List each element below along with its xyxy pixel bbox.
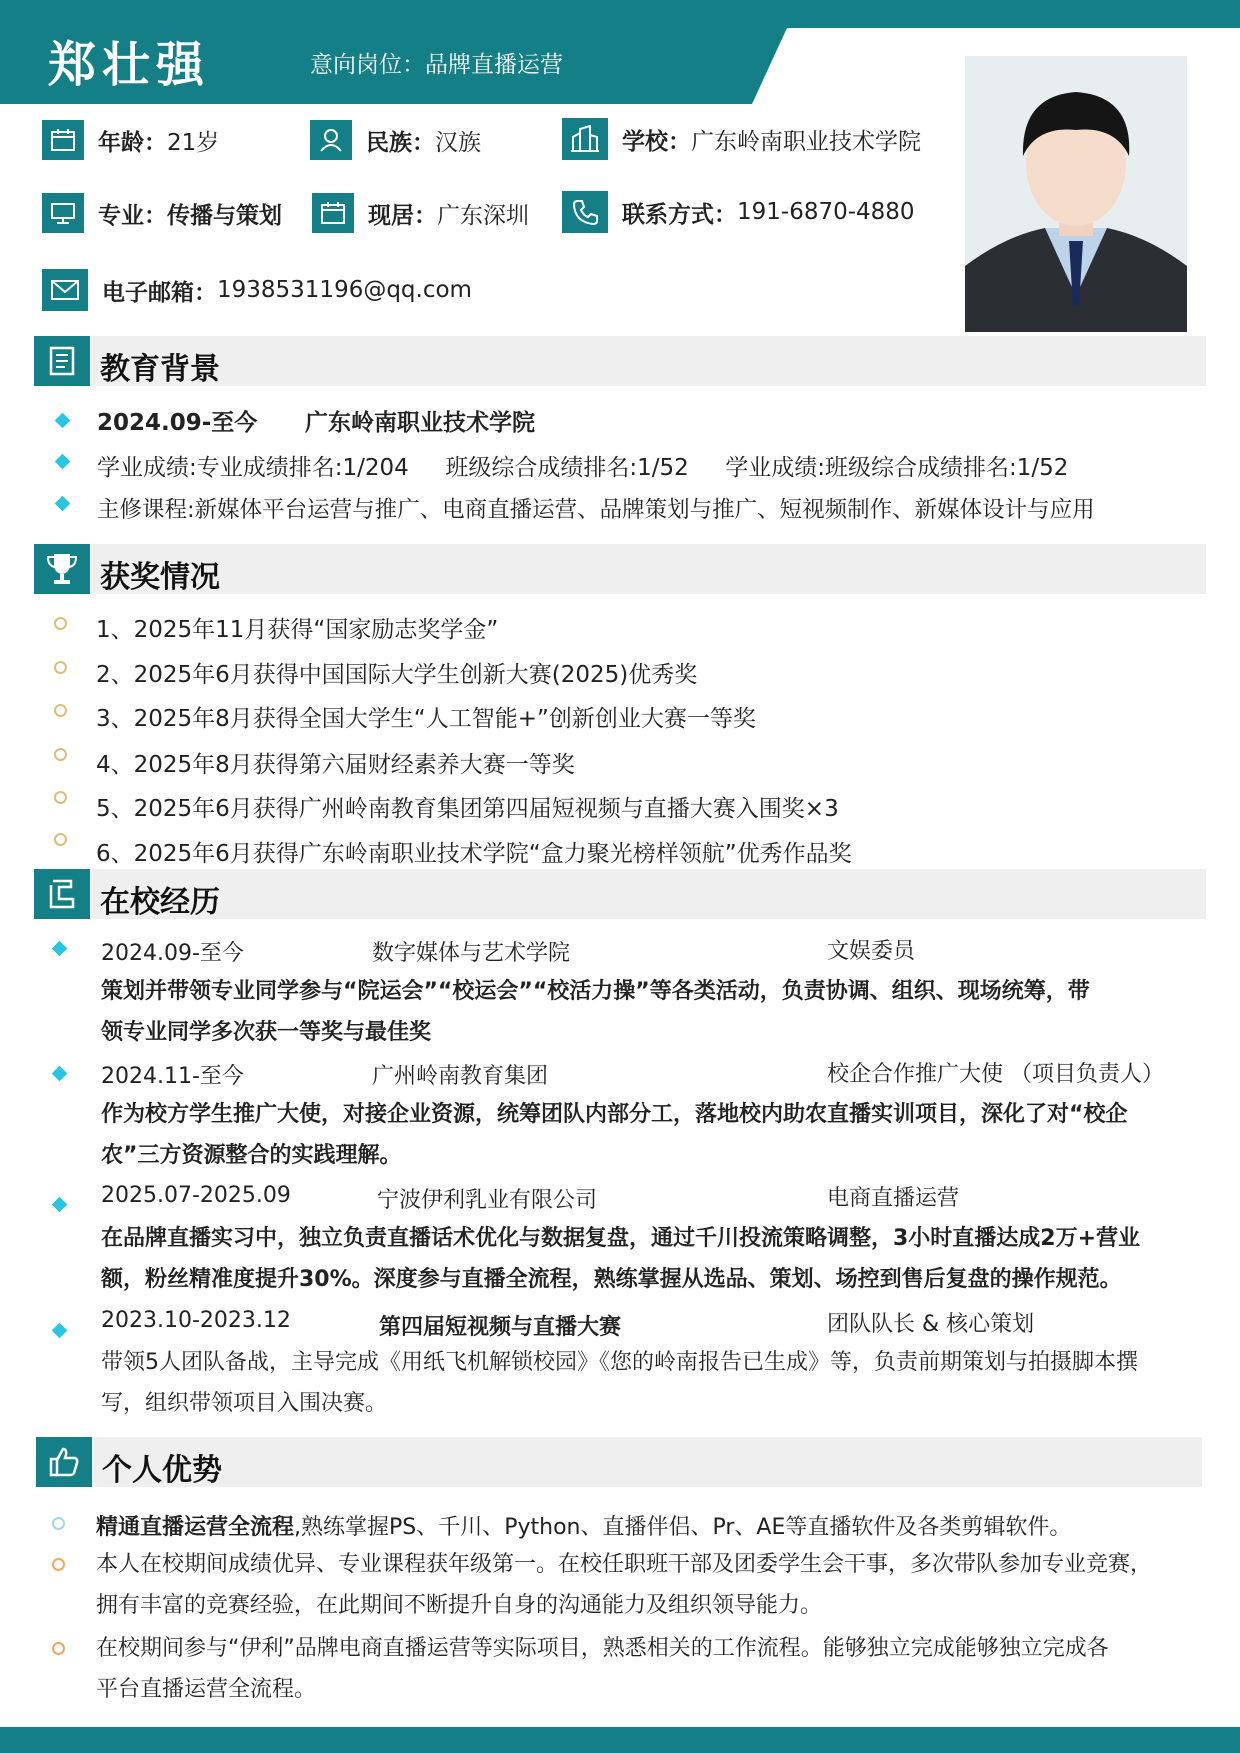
bullet-diamond-icon	[52, 941, 68, 957]
award-item: 2、2025年6月获得中国国际大学生创新大赛(2025)优秀奖	[96, 662, 698, 688]
campus-desc	[101, 1094, 1201, 1176]
info-ethnicity-value: 汉族	[435, 129, 481, 156]
info-residence-value: 广东深圳	[437, 202, 529, 229]
bullet-diamond-icon	[52, 1066, 68, 1082]
bullet-circle-icon	[52, 1642, 65, 1655]
info-age	[42, 120, 219, 160]
info-school-label: 学校：	[622, 128, 691, 155]
campus-role: 团队队长 & 核心策划	[827, 1312, 1035, 1337]
bullet-circle-icon	[54, 704, 67, 717]
advantage-text: ,熟练掌握PS、千川、Python、直播伴侣、Pr、AE等直播软件及各类剪辑软件。	[294, 1515, 1072, 1540]
monitor-icon	[42, 193, 84, 233]
campus-desc-line: 领专业同学多次获一等奖与最佳奖	[101, 1020, 432, 1045]
info-ethnicity-label: 民族：	[366, 129, 435, 156]
section-awards	[34, 544, 1206, 594]
bullet-circle-icon	[54, 748, 67, 761]
bullet-circle-icon	[52, 1558, 65, 1571]
bullet-circle-icon	[54, 617, 67, 630]
award-item: 1、2025年11月获得“国家励志奖学金”	[96, 617, 499, 643]
advantage-line: 在校期间参与“伊利”品牌电商直播运营等实际项目，熟悉相关的工作流程。能够独立完成能够独立完成各	[96, 1636, 1109, 1661]
section-campus	[34, 869, 1206, 919]
campus-role: 电商直播运营	[827, 1186, 960, 1211]
edu-grades: 学业成绩:专业成绩排名:1/204 班级综合成绩排名:1/52 学业成绩:班级综合成绩排名:1/52	[97, 455, 1069, 481]
advantage-line: 拥有丰富的竞赛经验，在此期间不断提升自身的沟通能力及组织领导能力。	[96, 1593, 823, 1618]
section-education	[34, 336, 1206, 386]
calendar-icon	[312, 193, 354, 233]
campus-desc	[101, 1342, 1201, 1424]
campus-desc	[101, 1218, 1201, 1300]
edu-period: 2024.09-至今	[97, 410, 258, 436]
info-major-value: 传播与策划	[167, 202, 282, 229]
info-age-label: 年龄：	[98, 129, 167, 156]
section-title: 教育背景	[100, 352, 220, 387]
award-item: 3、2025年8月获得全国大学生“人工智能+”创新创业大赛一等奖	[96, 706, 756, 732]
candidate-name: 郑壮强	[48, 37, 211, 93]
info-contact-value: 191-6870-4880	[737, 199, 915, 225]
campus-org: 数字媒体与艺术学院	[372, 941, 571, 966]
header-top-strip	[752, 0, 1240, 28]
info-email-value: 1938531196@qq.com	[217, 277, 472, 303]
bullet-diamond-icon	[55, 413, 71, 429]
profile-photo	[965, 56, 1187, 332]
thumbs-up-icon	[36, 1437, 92, 1487]
building-icon	[562, 118, 608, 160]
footer-bar	[0, 1727, 1240, 1753]
advantage-item	[96, 1628, 1206, 1710]
info-email	[42, 269, 472, 311]
campus-period: 2024.09-至今	[101, 941, 244, 966]
advantage-item	[96, 1510, 1071, 1541]
bullet-circle-icon	[54, 661, 67, 674]
portrait-image	[965, 56, 1187, 332]
person-badge-icon	[310, 120, 352, 160]
bullet-circle-icon	[54, 791, 67, 804]
campus-org: 广州岭南教育集团	[372, 1064, 549, 1089]
info-school	[562, 118, 921, 160]
campus-role: 校企合作推广大使 （项目负责人）	[827, 1062, 1164, 1087]
award-item: 5、2025年6月获得广州岭南教育集团第四届短视频与直播大赛入围奖×3	[96, 796, 839, 822]
campus-desc-line: 作为校方学生推广大使，对接企业资源，统筹团队内部分工，落地校内助农直播实训项目，深化了对“校企	[101, 1102, 1128, 1127]
advantage-bold: 精通直播运营全流程	[96, 1515, 295, 1540]
campus-desc-line: 带领5人团队备战，主导完成《用纸飞机解锁校园》《您的岭南报告已生成》等，负责前期策划与拍摄脚本撰	[101, 1350, 1139, 1375]
advantage-line: 本人在校期间成绩优异、专业课程获年级第一。在校任职班干部及团委学生会干事，多次带队参加专业竞赛，	[96, 1552, 1153, 1577]
campus-period: 2024.11-至今	[101, 1064, 244, 1089]
bullet-diamond-icon	[52, 1323, 68, 1339]
campus-desc-line: 在品牌直播实习中，独立负责直播话术优化与数据复盘，通过千川投流策略调整，3小时直播达成2万+营业	[101, 1226, 1141, 1251]
award-item: 4、2025年8月获得第六届财经素养大赛一等奖	[96, 752, 575, 778]
info-residence	[312, 193, 529, 233]
edu-courses: 主修课程:新媒体平台运营与推广、电商直播运营、品牌策划与推广、短视频制作、新媒体设计与应用	[97, 497, 1095, 523]
award-item: 6、2025年6月获得广东岭南职业技术学院“盒力聚光榜样领航”优秀作品奖	[96, 841, 852, 867]
job-intent: 意向岗位：品牌直播运营	[310, 52, 563, 78]
flag-scroll-icon	[34, 869, 90, 919]
bullet-circle-icon	[54, 833, 67, 846]
bullet-circle-icon	[52, 1517, 65, 1530]
campus-org: 宁波伊利乳业有限公司	[377, 1188, 598, 1213]
campus-desc-line: 写，组织带领项目入围决赛。	[101, 1391, 388, 1416]
advantage-line: 平台直播运营全流程。	[96, 1677, 317, 1702]
campus-desc-line: 策划并带领专业同学参与“院运会”“校运会”“校活力操”等各类活动，负责协调、组织、现场统筹，带	[101, 979, 1090, 1004]
info-contact	[562, 191, 915, 233]
envelope-icon	[42, 269, 88, 311]
trophy-icon	[34, 544, 90, 594]
info-contact-label: 联系方式：	[622, 201, 737, 228]
bullet-diamond-icon	[55, 454, 71, 470]
scroll-document-icon	[34, 336, 90, 386]
campus-org: 第四届短视频与直播大赛	[379, 1315, 622, 1340]
phone-icon	[562, 191, 608, 233]
campus-desc-line: 额，粉丝精准度提升30%。深度参与直播全流程，熟练掌握从选品、策划、场控到售后复盘的操作规范。	[101, 1267, 1122, 1292]
section-title: 在校经历	[100, 885, 220, 920]
info-residence-label: 现居：	[368, 202, 437, 229]
info-age-value: 21岁	[167, 129, 220, 156]
section-title: 个人优势	[102, 1453, 222, 1488]
info-ethnicity	[310, 120, 481, 160]
bullet-diamond-icon	[52, 1197, 68, 1213]
advantage-item	[96, 1544, 1206, 1626]
info-major-label: 专业：	[98, 202, 167, 229]
info-email-label: 电子邮箱：	[102, 279, 217, 306]
campus-period: 2025.07-2025.09	[101, 1183, 291, 1208]
campus-role: 文娱委员	[827, 939, 916, 964]
campus-period: 2023.10-2023.12	[101, 1308, 291, 1333]
edu-school: 广东岭南职业技术学院	[305, 410, 535, 436]
bullet-diamond-icon	[55, 496, 71, 512]
section-title: 获奖情况	[100, 560, 220, 595]
campus-desc	[101, 971, 1201, 1053]
campus-desc-line: 农”三方资源整合的实践理解。	[101, 1143, 402, 1168]
calendar-icon	[42, 120, 84, 160]
info-school-value: 广东岭南职业技术学院	[691, 128, 921, 155]
info-major	[42, 193, 282, 233]
section-advantages	[36, 1437, 1202, 1487]
